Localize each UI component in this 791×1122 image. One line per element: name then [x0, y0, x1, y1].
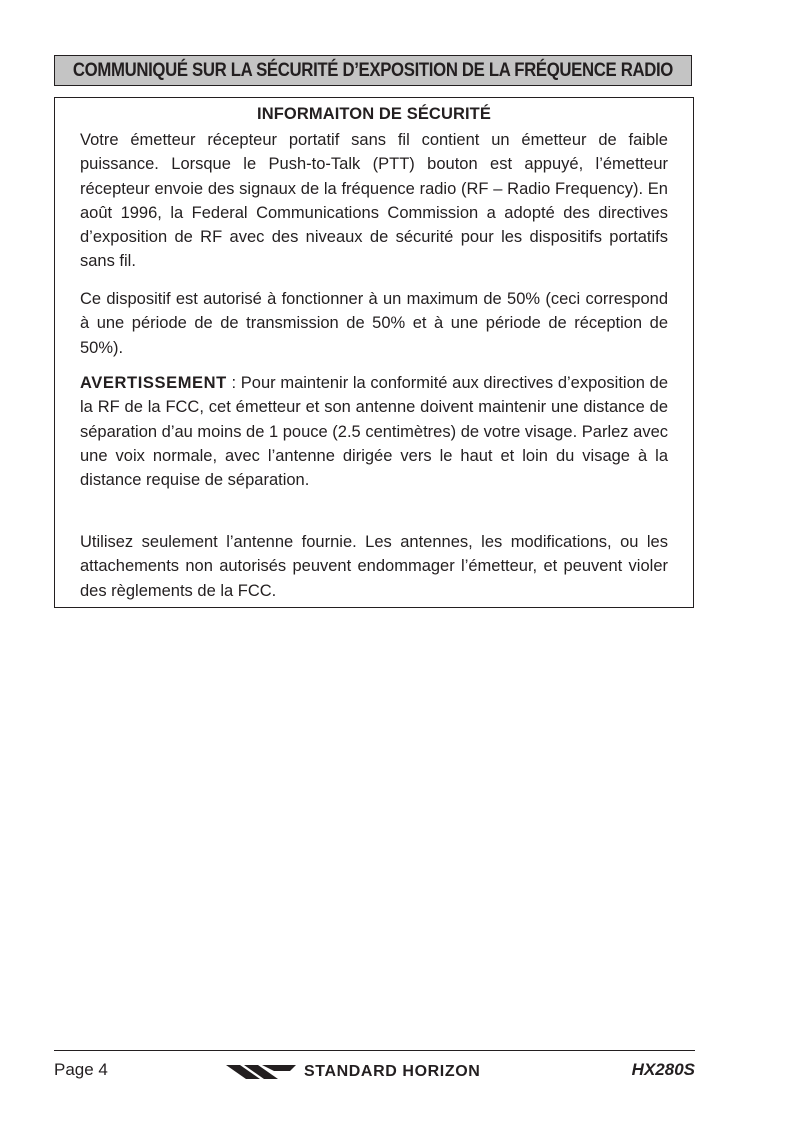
paragraph-intro: Votre émetteur récepteur portatif sans fil contient un émetteur de faible puissance. Lorsque le Push-to-Talk (PTT) bouton est appuyé, l’émetteur récepteur envoie des signaux de la fréquence radio (RF – Radio Frequency). En août 1996, la Federal Communications Commission a adopté des directives d’exposition de RF avec des niveaux de sécurité pour les dispositifs portatifs sans fil. [80, 131, 668, 271]
model-number: HX280S [631, 1060, 695, 1079]
paragraph-antenna: Utilisez seulement l’antenne fournie. Les antennes, les modifications, ou les attachements non autorisés peuvent endommager l’émetteur, et peuvent violer des règlements de la FCC. [80, 533, 668, 600]
section-title: COMMUNIQUÉ SUR LA SÉCURITÉ D’EXPOSITION DE LA FRÉQUENCE RADIO [72, 59, 674, 81]
page-number: Page 4 [54, 1060, 108, 1079]
safety-info-box [54, 97, 694, 608]
safety-box-title: INFORMAITON DE SÉCURITÉ [257, 105, 491, 123]
paragraph-duty-cycle: Ce dispositif est autorisé à fonctionner à un maximum de 50% (ceci correspond à une période de de transmission de 50% et à une période de réception de 50%). [80, 290, 668, 357]
standard-horizon-logo-icon [226, 1062, 296, 1082]
warning-text: : Pour maintenir la conformité aux directives d’exposition de la RF de la FCC, cet émetteur et son antenne doivent maintenir une distance de séparation d’au moins de 1 pouce (2.5 centimètres) de votre visage. Parlez avec une voix normale, avec l’antenne dirigée vers le haut et loin du visage à la distance requise de séparation. [80, 374, 668, 490]
warning-label: AVERTISSEMENT [80, 374, 227, 392]
brand-logo [226, 1060, 480, 1084]
brand-name: STANDARD HORIZON [304, 1063, 481, 1080]
footer-divider [54, 1050, 695, 1051]
section-banner [54, 55, 692, 86]
paragraph-warning [80, 371, 668, 492]
